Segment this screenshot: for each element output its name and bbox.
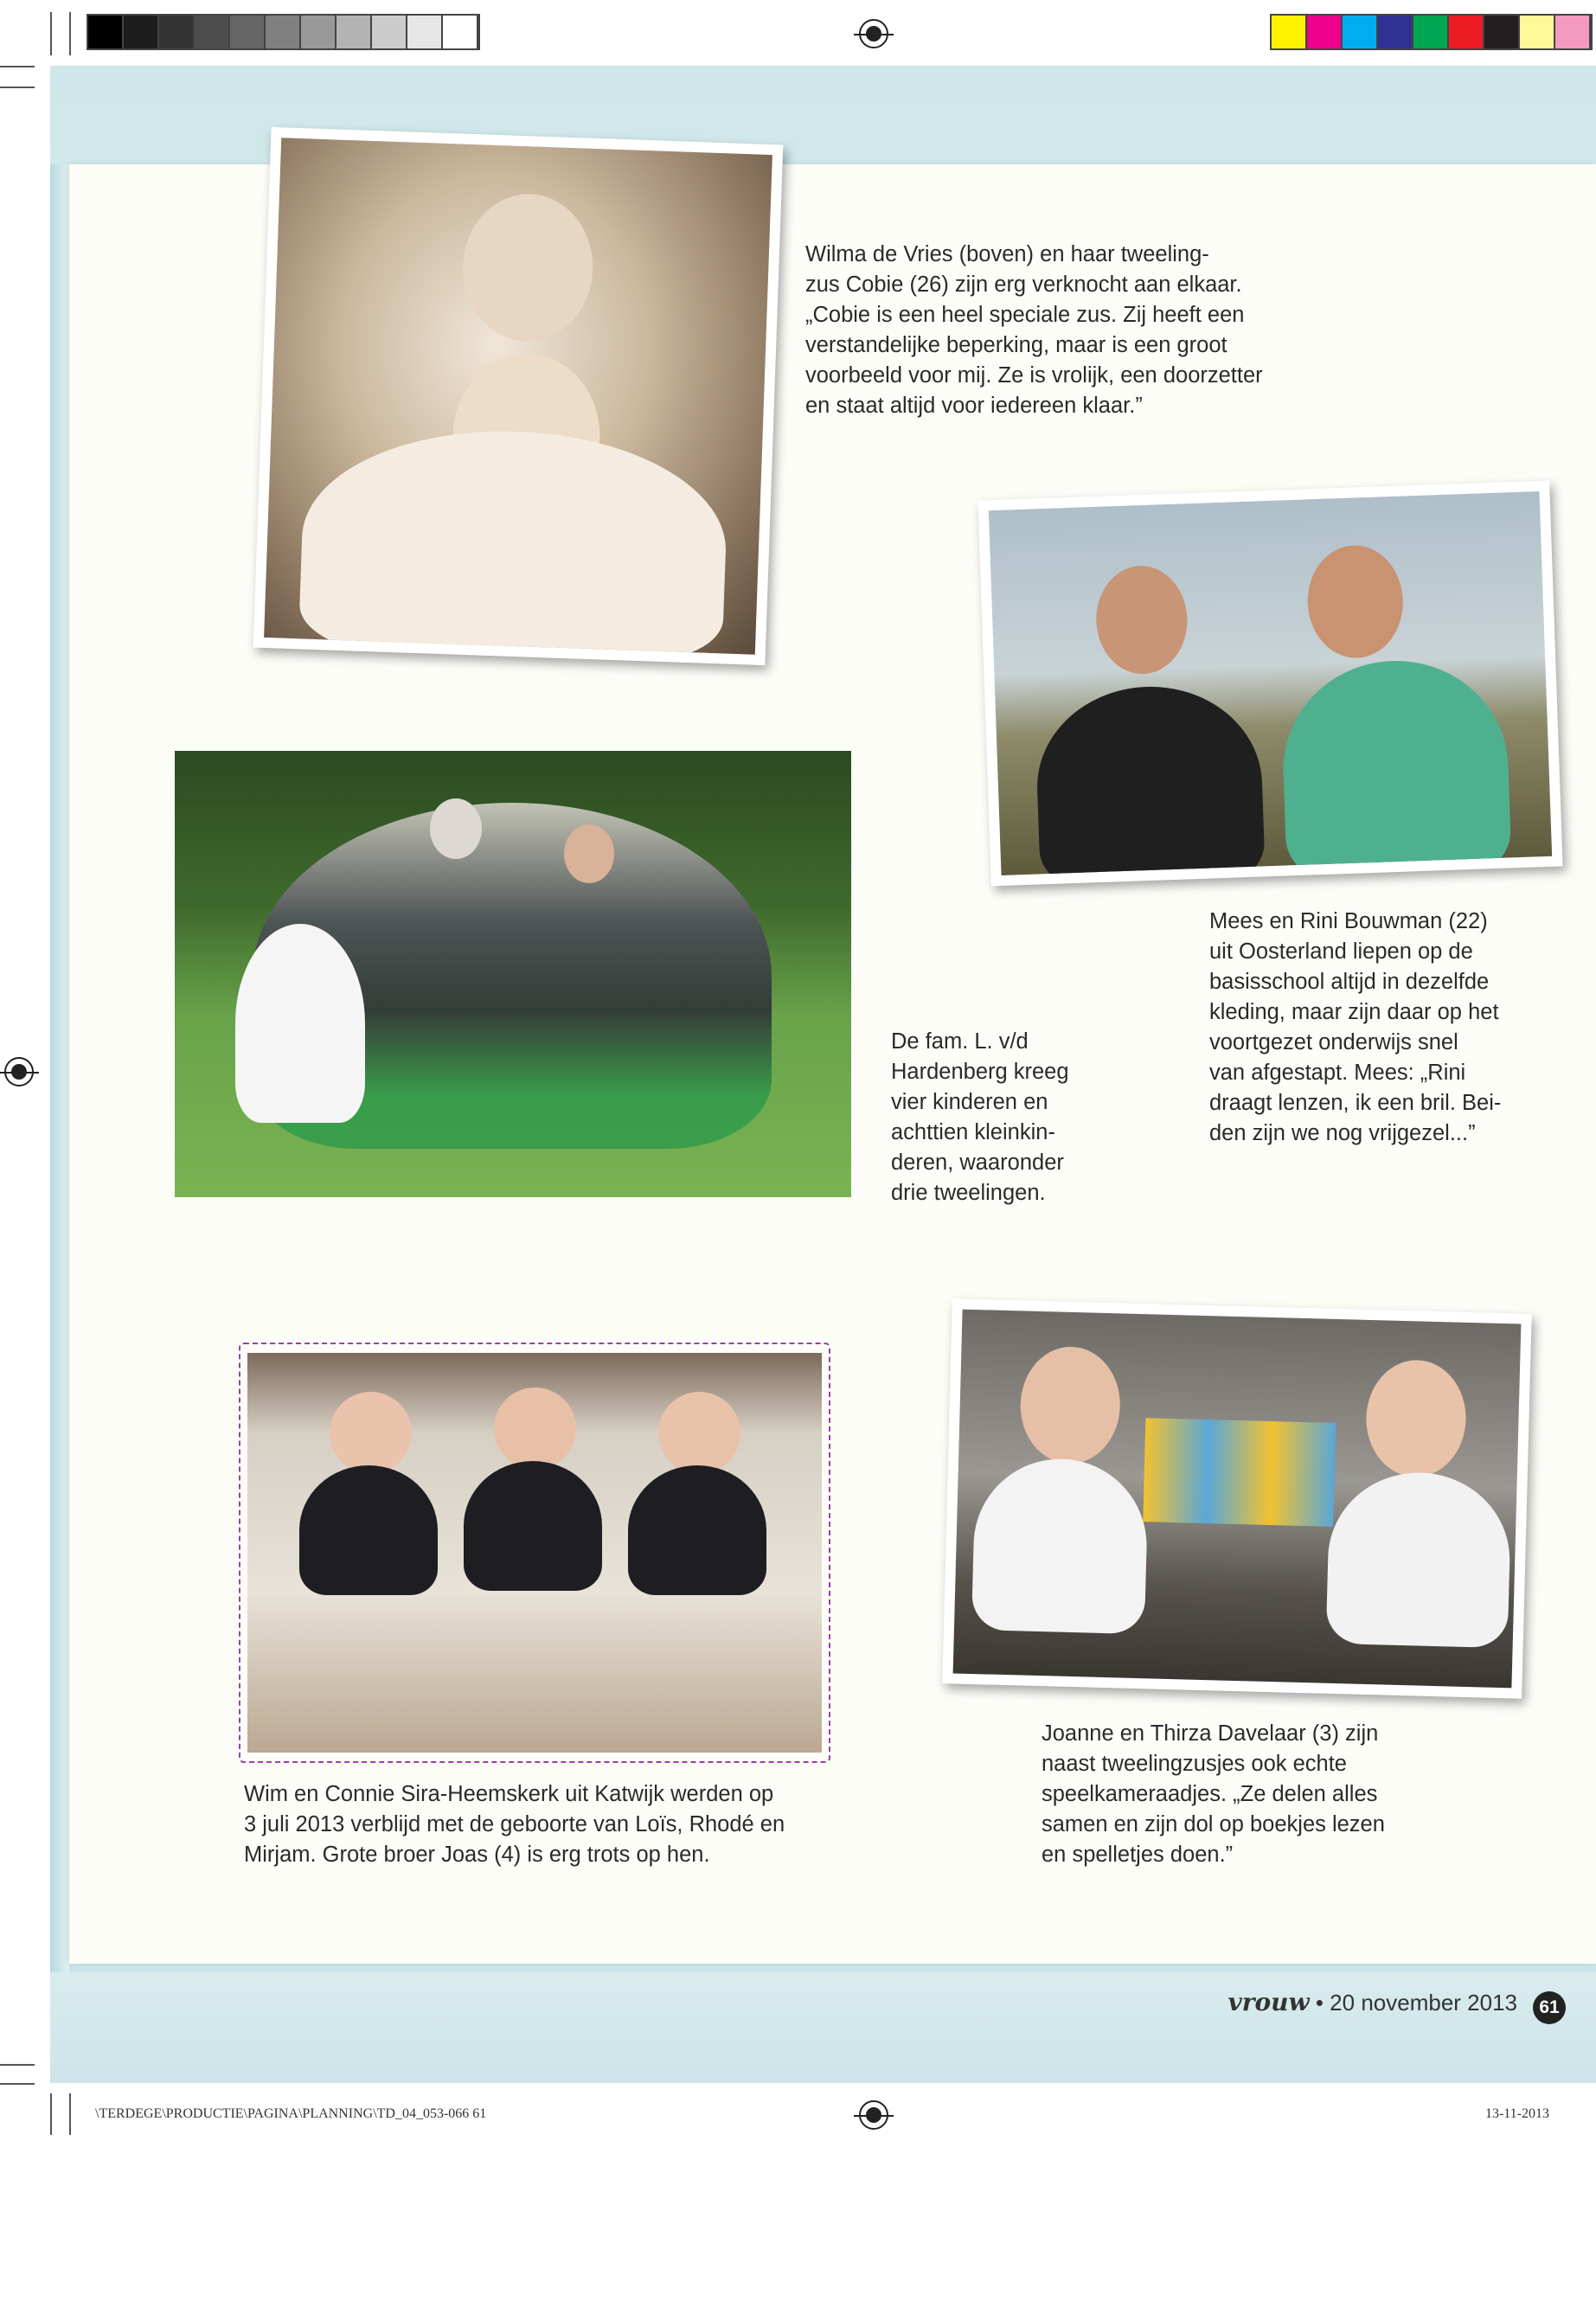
person-thirza-shirt — [1326, 1471, 1512, 1648]
registration-mark-left — [4, 1057, 34, 1086]
crop-mark-top-left-v — [50, 12, 52, 55]
person-rini — [1306, 544, 1405, 660]
caption-line: kleding, maar zijn daar op het — [1209, 1000, 1499, 1024]
caption-line: draagt lenzen, ik een bril. Bei- — [1209, 1091, 1502, 1115]
person-grandmother — [430, 798, 482, 859]
registration-mark-bottom — [859, 2100, 888, 2130]
gray-swatch — [88, 16, 124, 48]
caption-line: „Cobie is een heel speciale zus. Zij heeft een — [805, 303, 1245, 327]
caption-line: Wilma de Vries (boven) en haar tweeling- — [805, 242, 1209, 266]
caption-line: naast tweelingzusjes ook echte — [1042, 1752, 1347, 1776]
caption-line: verstandelijke beperking, maar is een groot — [805, 333, 1227, 357]
caption-line: en spelletjes doen.” — [1042, 1843, 1234, 1867]
gray-swatch — [372, 16, 407, 48]
caption-line: vier kinderen en — [891, 1090, 1048, 1114]
caption-line: voortgezet onderwijs snel — [1209, 1030, 1458, 1054]
color-swatch — [1484, 16, 1520, 48]
person-joanne-shirt — [971, 1457, 1149, 1634]
footer-separator: • — [1309, 1990, 1330, 2016]
color-swatch-strip — [1270, 14, 1593, 50]
magazine-brand: vrouw — [1227, 1988, 1310, 2016]
color-swatch — [1272, 16, 1307, 48]
registration-mark-top — [859, 19, 888, 48]
photo-image — [989, 491, 1552, 875]
photo-family-hardenberg — [170, 746, 856, 1202]
caption-line: deren, waaronder — [891, 1150, 1064, 1175]
photo-mees-rini — [977, 481, 1562, 887]
caption-line: speelkameraadjes. „Ze delen alles — [1042, 1782, 1378, 1806]
photo-image — [175, 751, 851, 1197]
crop-mark-bottom-left-v2 — [69, 2093, 71, 2135]
caption-sira — [244, 1779, 785, 1870]
caption-line: De fam. L. v/d — [891, 1029, 1029, 1054]
caption-line: zus Cobie (26) zijn erg verknocht aan elkaar. — [805, 272, 1242, 297]
crop-mark-bottom-left-h — [0, 2064, 35, 2066]
person-grandfather — [564, 824, 614, 883]
photo-image — [953, 1310, 1522, 1689]
page-spine — [50, 164, 69, 1972]
color-swatch — [1520, 16, 1555, 48]
gray-swatch — [337, 16, 372, 48]
caption-line: Joanne en Thirza Davelaar (3) zijn — [1042, 1721, 1379, 1746]
gray-swatch — [301, 16, 337, 48]
person-mees-shirt — [1034, 683, 1266, 875]
gray-swatch — [124, 16, 159, 48]
crop-mark-bottom-left-h2 — [0, 2083, 35, 2085]
caption-line: Mees en Rini Bouwman (22) — [1209, 909, 1488, 933]
caption-line: drie tweelingen. — [891, 1181, 1046, 1205]
caption-line: Hardenberg kreeg — [891, 1060, 1069, 1084]
caption-line: voorbeeld voor mij. Ze is vrolijk, een doorzetter — [805, 363, 1263, 388]
person-girl-white-dress — [235, 924, 365, 1123]
print-slug-path: \TERDEGE\PRODUCTIE\PAGINA\PLANNING\TD_04_053-066 61 — [95, 2106, 487, 2121]
caption-bouwman — [1209, 907, 1501, 1149]
caption-line: achttien kleinkin- — [891, 1120, 1055, 1144]
caption-hardenberg — [891, 1027, 1069, 1208]
gray-swatch — [443, 16, 478, 48]
crop-mark-bottom-left-v — [50, 2093, 52, 2135]
caption-line: Wim en Connie Sira-Heemskerk uit Katwijk werden op — [244, 1782, 774, 1806]
issue-date: 20 november 2013 — [1330, 1990, 1517, 2016]
caption-davelaar — [1042, 1719, 1385, 1870]
caption-line: den zijn we nog vrijgezel...” — [1209, 1121, 1476, 1145]
gray-swatch — [230, 16, 266, 48]
color-swatch — [1555, 16, 1591, 48]
caption-line: Mirjam. Grote broer Joas (4) is erg trots op hen. — [244, 1843, 710, 1867]
photo-joanne-thirza — [942, 1298, 1531, 1698]
gray-swatch — [195, 16, 230, 48]
caption-line: basisschool altijd in dezelfde — [1209, 970, 1490, 994]
color-swatch — [1343, 16, 1378, 48]
photo-triplets — [242, 1348, 827, 1758]
clothing — [298, 424, 730, 654]
dashed-frame — [239, 1343, 830, 1763]
caption-line: uit Oosterland liepen op de — [1209, 939, 1473, 964]
caption-line: 3 juli 2013 verblijd met de geboorte van Loïs, Rhodé en — [244, 1812, 785, 1836]
person-mees — [1094, 564, 1189, 676]
caption-wilma — [805, 240, 1263, 421]
person-joanne — [1019, 1345, 1121, 1465]
caption-line: van afgestapt. Mees: „Rini — [1209, 1061, 1466, 1085]
gray-swatch-strip — [87, 14, 480, 50]
gray-swatch — [407, 16, 443, 48]
color-swatch — [1413, 16, 1449, 48]
photo-image — [264, 138, 772, 654]
person-wilma — [460, 192, 595, 343]
books — [1143, 1418, 1336, 1527]
color-swatch — [1449, 16, 1484, 48]
print-slug-date: 13-11-2013 — [1484, 2106, 1549, 2121]
color-swatch — [1307, 16, 1343, 48]
page-number: 61 — [1533, 1991, 1566, 2024]
crop-mark-top-left-h2 — [0, 87, 35, 88]
caption-line: en staat altijd voor iedereen klaar.” — [805, 394, 1143, 418]
gray-swatch — [159, 16, 195, 48]
page-footer — [1227, 1988, 1517, 2016]
crop-mark-top-left-h — [0, 66, 35, 67]
person-rini-shirt — [1279, 657, 1512, 875]
caption-line: samen en zijn dol op boekjes lezen — [1042, 1812, 1385, 1836]
crop-mark-top-left-v2 — [69, 12, 71, 55]
gray-swatch — [266, 16, 301, 48]
person-thirza — [1365, 1359, 1467, 1478]
color-swatch — [1378, 16, 1413, 48]
photo-wilma-cobie — [253, 127, 784, 665]
